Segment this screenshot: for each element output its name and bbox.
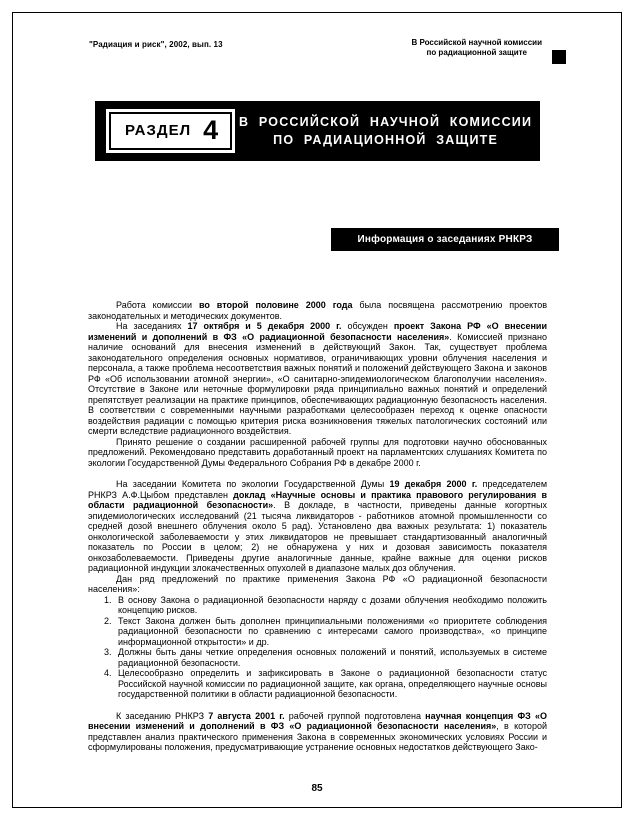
- list-item: 2. Текст Закона должен быть дополнен принципиальными положениями «о приоритете соблюдения радиационной безопасности по сравнению с интересами самого производства», «о принципе информационной открытости» и др.: [104, 615, 547, 647]
- section-number-box-inner: [109, 112, 232, 150]
- paragraph: Принято решение о создании расширенной рабочей группы для подготовки научно обоснованных предложений. Рекомендовано представить доработанный проект на парламентских слушаниях Комитета по экологии Государственной Думы Федерального Собрания РФ в декабре 2000 г.: [88, 436, 547, 468]
- running-header-line2: по радиационной защите: [426, 48, 527, 57]
- running-header: [411, 38, 542, 58]
- subsection-title: Информация о заседаниях РНКРЗ: [357, 234, 533, 245]
- paragraph: На заседании Комитета по экологии Государственной Думы 19 декабря 2000 г. председателем РНКРЗ А.Ф.Цыбом представлен доклад «Научные основы и практика правового регулирования в области радиационной безопасности». В докладе, в частности, приведены данные когортных эпидемиологических исследований (21 тысяча ликвидаторов - работников атомной промышленности со средней дозой внешнего облучения около 5 рад). Установлено два важных результата: 1) показатель онкологической заболеваемости у этих ликвидаторов не превышает стандартизованный аналогичный показатель по России в целом; 2) не обнаружена у них и дозовая зависимость показателя онкозаболеваемости. Приведены другие аналогичные данные, крайне важные для оценки рисков радиационной индукции злокачественных опухолей в диапазоне малых доз облучения.: [88, 479, 548, 573]
- running-header-line1: В Российской научной комиссии: [411, 38, 542, 47]
- page-number: 85: [311, 783, 323, 794]
- list-item: 4. Целесообразно определить и зафиксировать в Законе о радиационной безопасности статус Российской научной комиссии по радиационной защите, как органа, определяющего научные основы государственной политики в области радиационной безопасности.: [104, 668, 547, 699]
- section-title-line1: В РОССИЙСКОЙ НАУЧНОЙ КОМИССИИ: [239, 115, 533, 129]
- list-item-number: 1.: [104, 594, 112, 605]
- paragraph: Дан ряд предложений по практике применения Закона РФ «О радиационной безопасности населения»:: [88, 573, 547, 594]
- paragraph: На заседаниях 17 октября и 5 декабря 2000 г. обсужден проект Закона РФ «О внесении изменений и дополнений в ФЗ «О радиационной безопасности населения». Комиссией признано наличие оснований для внесения изменений в действующий Закон. Так, существует проблема законодательного определения основных нормативов, ограничивающих уровни облучения населения и персонала, а также проблема несоответствия важных понятий и положений действующего Закона и законов РФ «Об использовании атомной энергии», «О санитарно-эпидемиологическом благополучии населения». Отсутствие в Законе или неточные формулировки ряда принципиально важных понятий и определений препятствует реализации на практике принципов, обеспечивающих радиационную безопасность населения. В соответствии с современными научными разработками целесообразен переход к оценке опасности воздействия радиации с помощью критерия риска возникновения тяжелых патологических состояний или смерти вследствие радиационного воздействия.: [88, 321, 547, 436]
- list-item-number: 4.: [104, 668, 112, 678]
- section-title-line2: ПО РАДИАЦИОННОЙ ЗАЩИТЕ: [273, 133, 499, 147]
- paragraph: К заседанию РНКРЗ 7 августа 2001 г. рабочей группой подготовлена научная концепция ФЗ «О внесении изменений и дополнений в ФЗ «О радиационной безопасности населения», в которой представлен анализ практического применения Закона в современных экономических условиях России и сформулированы положения, предусматривающие устранение основных недостатков действующего Зако-: [88, 710, 547, 752]
- list-item: 3. Должны быть даны четкие определения основных положений и понятий, используемых в системе радиационной безопасности.: [104, 647, 547, 668]
- corner-marker-square: [552, 50, 566, 64]
- section-number: 4: [203, 115, 219, 145]
- list-item-number: 3.: [104, 647, 112, 657]
- section-label: РАЗДЕЛ: [125, 122, 192, 139]
- paragraph: Работа комиссии во второй половине 2000 года была посвящена рассмотрению проектов законодательных и методических документов.: [88, 300, 548, 321]
- subsection-bar: [331, 228, 559, 251]
- journal-title: "Радиация и риск", 2002, вып. 13: [89, 40, 223, 49]
- section-banner: [95, 101, 540, 161]
- section-number-box: [106, 109, 235, 153]
- body-text: [88, 300, 547, 753]
- list-item-number: 2.: [104, 615, 112, 626]
- section-title: [235, 113, 540, 149]
- list-item: 1. В основу Закона о радиационной безопасности наряду с дозами облучения необходимо положить концепцию рисков.: [104, 594, 547, 615]
